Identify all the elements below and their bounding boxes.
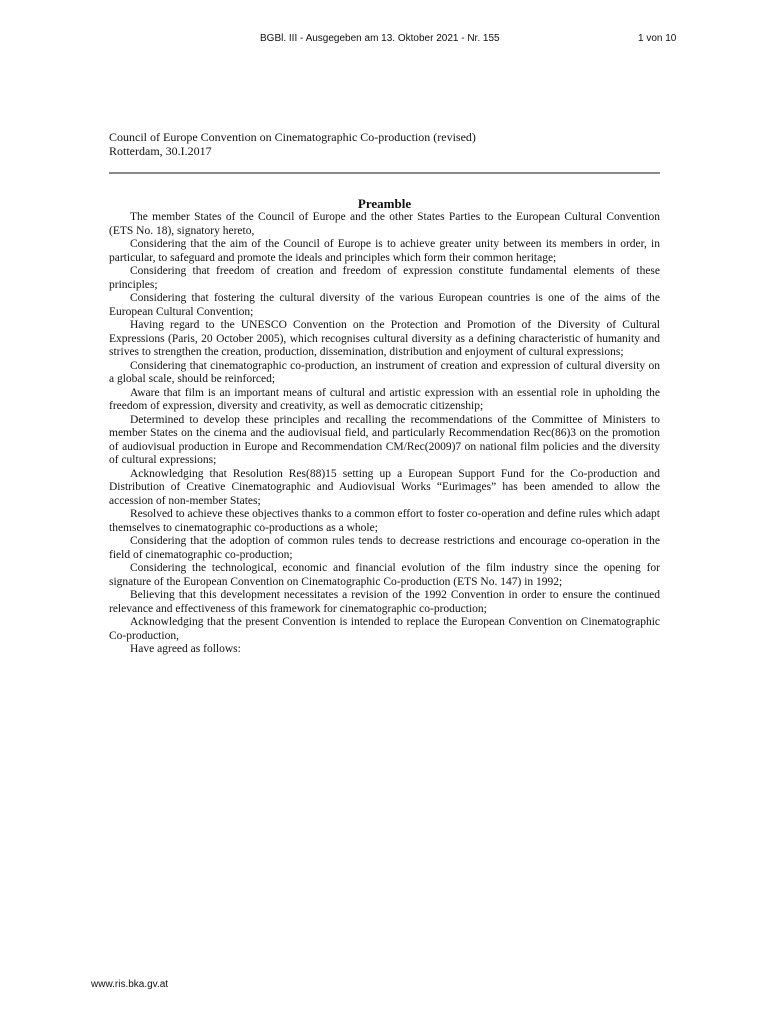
paragraph: Considering that fostering the cultural diversity of the various European countries is one of the aims of the European Cultural Convention; — [109, 292, 660, 318]
gazette-reference: BGBl. III - Ausgegeben am 13. Oktober 2021 - Nr. 155 — [260, 33, 500, 44]
document-title-block — [109, 130, 476, 158]
place-date: Rotterdam, 30.I.2017 — [109, 144, 212, 158]
document-title: Council of Europe Convention on Cinematographic Co-production (revised) — [109, 130, 476, 144]
paragraph: Having regard to the UNESCO Convention on the Protection and Promotion of the Diversity of Cultural Expressions (Paris, 20 October 2005), which recognises cultural diversity as a defining characteristic of humanity and strives to strengthen the creation, production, dissemination, distribution and enjoyment of cultural expressions; — [109, 319, 660, 358]
preamble-heading: Preamble — [357, 196, 412, 211]
paragraph: The member States of the Council of Europe and the other States Parties to the European Cultural Convention (ETS No. 18), signatory hereto, — [109, 211, 660, 237]
paragraph: Acknowledging that Resolution Res(88)15 setting up a European Support Fund for the Co-production and Distribution of Creative Cinematographic and Audiovisual Works “Eurimages” has been amended to allow the accession of non-member States; — [109, 467, 660, 507]
paragraph: Aware that film is an important means of cultural and artistic expression with an essential role in upholding the freedom of expression, diversity and creativity, as well as democratic citizenship; — [109, 386, 660, 412]
paragraph: Acknowledging that the present Convention is intended to replace the European Convention on Cinematographic Co-production, — [109, 616, 660, 642]
paragraph: Considering the technological, economic and financial evolution of the film industry since the opening for signature of the European Convention on Cinematographic Co-production (ETS No. 147) in 1992; — [109, 562, 660, 588]
paragraph: Have agreed as follows: — [130, 643, 241, 655]
paragraph: Considering that the aim of the Council of Europe is to achieve greater unity between its members in order, in particular, to safeguard and promote the ideals and principles which form their common heritage; — [109, 238, 660, 264]
paragraph: Believing that this development necessitates a revision of the 1992 Convention in order to ensure the continued relevance and effectiveness of this framework for cinematographic co-production; — [109, 589, 660, 615]
paragraph: Considering that cinematographic co-production, an instrument of creation and expression of cultural diversity on a global scale, should be reinforced; — [109, 359, 660, 385]
paragraph: Considering that the adoption of common rules tends to decrease restrictions and encourage co-operation in the field of cinematographic co-production; — [109, 535, 660, 561]
paragraph: Determined to develop these principles and recalling the recommendations of the Committee of Ministers to member States on the cinema and the audiovisual field, and particularly Recommendation Rec(86)3 on the promotion of audiovisual production in Europe and Recommendation CM/Rec(2009)7 on national film policies and the diversity of cultural expressions; — [109, 413, 660, 466]
footer-url[interactable]: www.ris.bka.gv.at — [91, 979, 169, 990]
page-number: 1 von 10 — [638, 33, 677, 44]
page-header — [0, 33, 770, 47]
divider — [109, 172, 660, 174]
paragraph: Resolved to achieve these objectives thanks to a common effort to foster co-operation and define rules which adapt themselves to cinematographic co-productions as a whole; — [109, 508, 660, 534]
paragraph: Considering that freedom of creation and freedom of expression constitute fundamental elements of these principles; — [109, 265, 660, 291]
preamble-body — [109, 211, 660, 657]
